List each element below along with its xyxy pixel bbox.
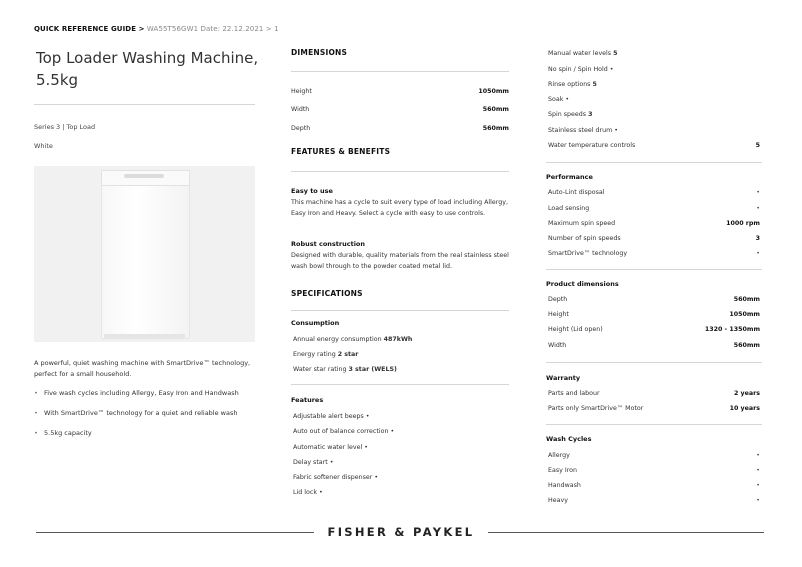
divider (546, 362, 762, 363)
bullet-icon: • (34, 409, 38, 417)
divider (546, 424, 762, 425)
divider (291, 310, 509, 311)
consumption-title: Consumption (291, 319, 340, 327)
spec-row: Heavy • (548, 497, 760, 504)
spec-row: Adjustable alert beeps • (293, 413, 370, 420)
spec-row: Handwash • (548, 482, 760, 489)
spec-row: Rinse options 5 (548, 81, 597, 88)
divider (546, 269, 762, 270)
spec-row: Energy rating 2 star (293, 351, 359, 358)
divider (291, 171, 509, 172)
bullet-item: • With SmartDrive™ technology for a quiet and reliable wash (34, 409, 264, 429)
spec-row: Stainless steel drum • (548, 127, 618, 134)
divider (291, 71, 509, 72)
washing-machine-body (101, 172, 190, 339)
divider (291, 384, 509, 385)
guide-label: QUICK REFERENCE GUIDE > (34, 25, 145, 33)
spec-row: Parts only SmartDrive™ Motor 10 years (548, 405, 760, 412)
performance-title: Performance (546, 173, 593, 181)
benefit-text: Designed with durable, quality materials from the real stainless steel wash bowl through to the powder coated metal lid. (291, 252, 509, 270)
spec-row: Automatic water level • (293, 444, 368, 451)
dimension-row: Height 1050mm (291, 88, 509, 95)
spec-row: Auto-Lint disposal • (548, 189, 760, 196)
spec-row: SmartDrive™ technology • (548, 250, 760, 257)
specifications-heading: SPECIFICATIONS (291, 289, 363, 298)
spec-row: Soak • (548, 96, 570, 103)
product-description: A powerful, quiet washing machine with SmartDrive™ technology, perfect for a small household. (34, 359, 251, 378)
washing-machine-lid (101, 170, 190, 186)
breadcrumb (34, 25, 279, 33)
footer-line-left (36, 532, 314, 533)
bullet-item: • Five wash cycles including Allergy, Easy Iron and Handwash (34, 389, 264, 409)
brand-logo: FISHER & PAYKEL (327, 525, 475, 539)
features-title: Features (291, 396, 324, 404)
spec-row: Number of spin speeds 3 (548, 235, 760, 242)
spec-row: No spin / Spin Hold • (548, 66, 614, 73)
bullet-icon: • (34, 389, 38, 397)
document-meta: WA55T56GW1 Date: 22.12.2021 > 1 (146, 25, 279, 33)
spec-row: Spin speeds 3 (548, 111, 593, 118)
features-benefits-heading: FEATURES & BENEFITS (291, 147, 391, 156)
product-dimensions-title: Product dimensions (546, 280, 619, 288)
spec-row: Annual energy consumption 487kWh (293, 336, 413, 343)
spec-row: Height 1050mm (548, 311, 760, 318)
spec-row: Lid lock • (293, 489, 323, 496)
product-image (34, 166, 255, 342)
footer-line-right (488, 532, 764, 533)
spec-row: Height (Lid open) 1320 - 1350mm (548, 326, 760, 333)
spec-row: Load sensing • (548, 205, 760, 212)
benefit-text: This machine has a cycle to suit every type of load including Allergy, Easy Iron and Heavy. Select a cycle with easy to use controls. (291, 199, 508, 217)
divider (34, 104, 255, 105)
spec-row: Width 560mm (548, 342, 760, 349)
benefit-title: Robust construction (291, 240, 366, 248)
washing-machine-base (104, 334, 185, 338)
page-title: Top Loader Washing Machine, 5.5kg (36, 49, 259, 89)
series-label: Series 3 | Top Load (34, 123, 96, 131)
spec-row: Easy Iron • (548, 467, 760, 474)
spec-row: Water star rating 3 star (WELS) (293, 366, 397, 373)
spec-row: Maximum spin speed 1000 rpm (548, 220, 760, 227)
bullet-icon: • (34, 429, 38, 437)
feature-bullet-list (34, 389, 264, 449)
bullet-item: • 5.5kg capacity (34, 429, 264, 449)
control-panel (124, 174, 164, 178)
benefit-title: Easy to use (291, 187, 333, 195)
spec-row: Depth 560mm (548, 296, 760, 303)
divider (546, 162, 762, 163)
dimension-row: Width 560mm (291, 106, 509, 113)
spec-row: Auto out of balance correction • (293, 428, 395, 435)
spec-row: Allergy • (548, 452, 760, 459)
colour-label: White (34, 142, 53, 150)
spec-row: Water temperature controls 5 (548, 142, 760, 149)
dimension-row: Depth 560mm (291, 125, 509, 132)
spec-row: Manual water levels 5 (548, 50, 618, 57)
wash-cycles-title: Wash Cycles (546, 435, 592, 443)
spec-row: Fabric softener dispenser • (293, 474, 379, 481)
spec-row: Delay start • (293, 459, 334, 466)
warranty-title: Warranty (546, 374, 581, 382)
dimensions-heading: DIMENSIONS (291, 48, 348, 57)
spec-row: Parts and labour 2 years (548, 390, 760, 397)
